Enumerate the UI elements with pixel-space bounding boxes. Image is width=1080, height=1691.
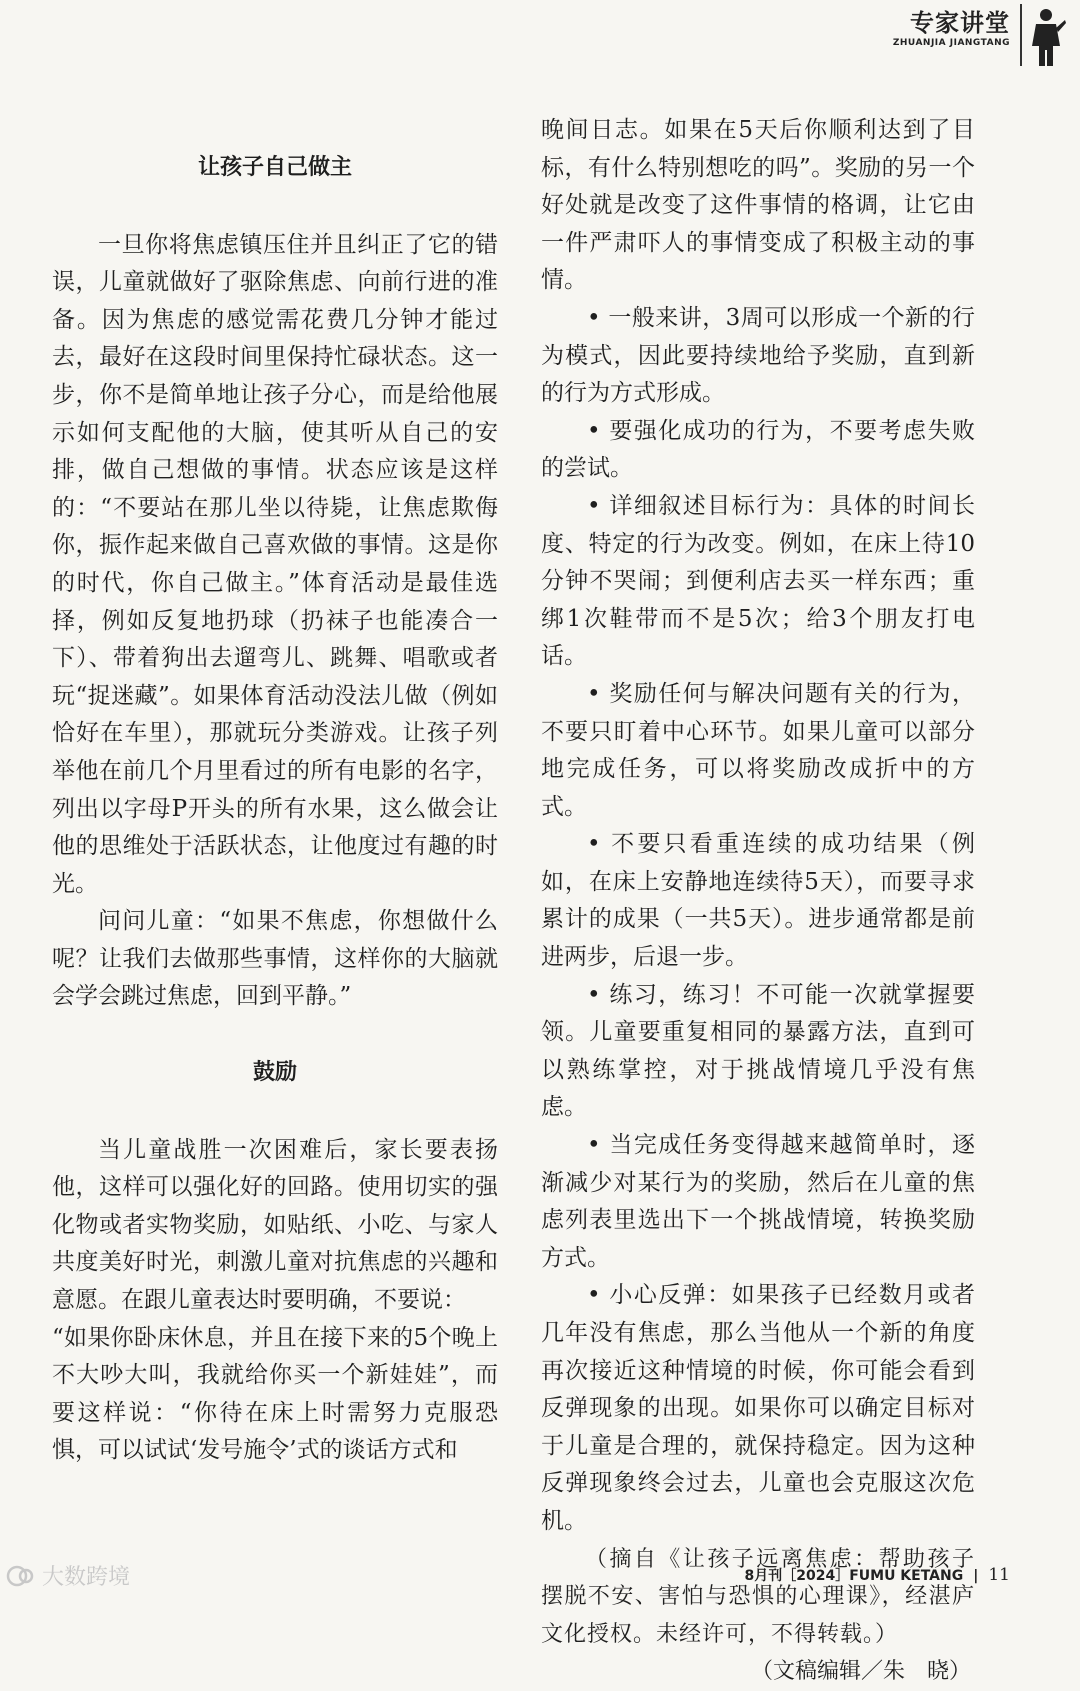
issue-info: 8月刊［2024］FUMU KETANG bbox=[744, 1568, 964, 1584]
right-column bbox=[541, 112, 975, 1691]
watermark-logo-icon bbox=[6, 1563, 36, 1589]
paragraph: 当儿童战胜一次困难后，家长要表扬他，这样可以强化好的回路。使用切实的强化物或者实物奖励，如贴纸、小吃、与家人共度美好时光，刺激儿童对抗焦虑的兴趣和意愿。在跟儿童表达时要明确，不要说： bbox=[52, 1136, 498, 1314]
paragraph: 问问儿童：“如果不焦虑，你想做什么呢？让我们去做那些事情，这样你的大脑就会学会跳过焦虑，回到平静。” bbox=[52, 908, 498, 1010]
section-title-self-control: 让孩子自己做主 bbox=[197, 155, 352, 180]
page-footer bbox=[745, 1565, 1011, 1585]
column-subtitle: ZHUANJIA JIANGTANG bbox=[892, 38, 1010, 48]
header-divider bbox=[1020, 4, 1022, 66]
column-header bbox=[893, 8, 1010, 48]
bullet-item: • 详细叙述目标行为：具体的时间长度、特定的行为改变。例如，在床上待10分钟不哭闹；到便利店去买一样东西；重绑1次鞋带而不是5次；给3个朋友打电话。 bbox=[541, 492, 975, 670]
bullet-item: • 练习，练习！不可能一次就掌握要领。儿童要重复相同的暴露方法，直到可以熟练掌控，对于挑战情境几乎没有焦虑。 bbox=[541, 981, 975, 1121]
source-note: （摘自《让孩子远离焦虑：帮助孩子摆脱不安、害怕与恐惧的心理课》，经湛庐文化授权。未经许可，不得转载。） bbox=[541, 1546, 975, 1647]
bullet-item: • 一般来讲，3周可以形成一个新的行为模式，因此要持续地给予奖励，直到新的行为方式形成。 bbox=[541, 304, 975, 407]
footer-separator: | bbox=[973, 1568, 979, 1584]
paragraph: 一旦你将焦虑镇压住并且纠正了它的错误，儿童就做好了驱除焦虑、向前行进的准备。因为焦虑的感觉需花费几分钟才能过去，最好在这段时间里保持忙碌状态。这一步，你不是简单地让孩子分心，而是给他展示如何支配他的大脑，使其听从自己的安排，做自己想做的事情。状态应该是这样的：“不要站在那儿坐以待毙，让焦虑欺侮你，振作起来做自己喜欢做的事情。这是你的时代，你自己做主。”体育活动是最佳选择，例如反复地扔球（扔袜子也能凑合一下）、带着狗出去遛弯儿、跳舞、唱歌或者玩“捉迷藏”。如果体育活动没法儿做（例如恰好在车里），那就玩分类游戏。让孩子列举他在前几个月里看过的所有电影的名字，列出以字母P开头的所有水果，这么做会让他的思维处于活跃状态，让他度过有趣的时光。 bbox=[52, 231, 498, 897]
paragraph-continuation: 晚间日志。如果在5天后你顺利达到了目标，有什么特别想吃的吗”。奖励的另一个好处就是改变了这件事情的格调，让它由一件严肃吓人的事情变成了积极主动的事情。 bbox=[541, 117, 975, 294]
bullet-item: • 小心反弹：如果孩子已经数月或者几年没有焦虑，那么当他从一个新的角度再次接近这种情境的时候，你可能会看到反弹现象的出现。如果你可以确定目标对于儿童是合理的，就保持稳定。因为这种反弹现象终会过去，儿童也会克服这次危机。 bbox=[541, 1282, 975, 1534]
bullet-item: • 当完成任务变得越来越简单时，逐渐减少对某行为的奖励，然后在儿童的焦虑列表里选出下一个挑战情境，转换奖励方式。 bbox=[541, 1132, 975, 1271]
left-column bbox=[52, 112, 498, 1470]
paragraph-quote: “如果你卧床休息，并且在接下来的5个晚上不大吵大叫，我就给你买一个新娃娃”，而要这样说：“你待在床上时需努力克服恐惧，可以试试‘发号施令’式的谈话方式和 bbox=[52, 1324, 498, 1464]
section-title-encouragement: 鼓励 bbox=[252, 1060, 297, 1086]
page-number: 11 bbox=[988, 1565, 1010, 1585]
column-title: 专家讲堂 bbox=[910, 9, 1010, 37]
bullet-item: • 不要只看重连续的成功结果（例如，在床上安静地连续待5天），而要寻求累计的成果（一共5天）。进步通常都是前进两步，后退一步。 bbox=[541, 831, 975, 971]
editor-credit: （文稿编辑／朱 晓） bbox=[750, 1659, 971, 1685]
bullet-item: • 奖励任何与解决问题有关的行为，不要只盯着中心环节。如果儿童可以部分地完成任务，可以将奖励改成折中的方式。 bbox=[541, 680, 975, 820]
watermark-text: 大数跨境 bbox=[42, 1565, 131, 1590]
watermark bbox=[6, 1560, 130, 1591]
header-lecturer-icon bbox=[1026, 6, 1066, 68]
bullet-item: • 要强化成功的行为，不要考虑失败的尝试。 bbox=[541, 417, 975, 482]
